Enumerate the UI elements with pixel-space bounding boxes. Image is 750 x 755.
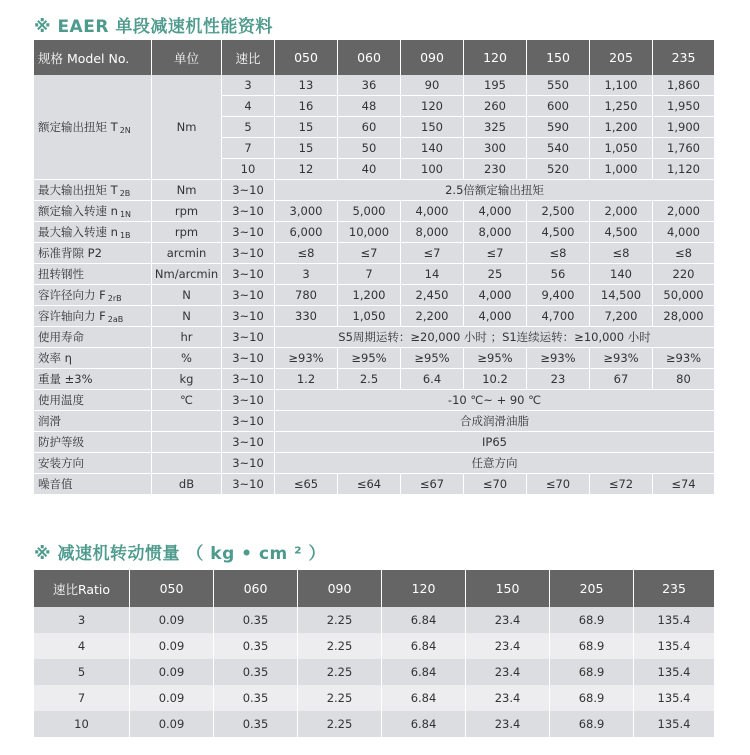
row-unit: ℃ bbox=[152, 390, 222, 411]
row-unit: hr bbox=[152, 327, 222, 348]
value-cell: ≥95% bbox=[401, 348, 464, 369]
inertia-value: 68.9 bbox=[550, 659, 634, 685]
row-unit: Nm bbox=[152, 180, 222, 201]
value-cell: 9,400 bbox=[527, 285, 590, 306]
row-name-subscript: 2B bbox=[119, 189, 131, 198]
inertia-value: 0.09 bbox=[130, 685, 214, 711]
row-name bbox=[34, 390, 152, 411]
merged-value-cell: 2.5倍额定输出扭矩 bbox=[275, 180, 714, 201]
inertia-value: 0.35 bbox=[214, 659, 298, 685]
value-cell: 330 bbox=[275, 306, 338, 327]
row-name-text: 容许轴向力 F bbox=[38, 309, 106, 323]
row-name-text: 重量 ±3% bbox=[38, 372, 93, 386]
row-name-text: 最大输入转速 n bbox=[38, 225, 118, 239]
inertia-header-row bbox=[34, 570, 714, 607]
value-cell: ≤8 bbox=[590, 243, 653, 264]
table-row bbox=[34, 264, 714, 285]
header-unit: 单位 bbox=[152, 40, 222, 75]
value-cell: 120 bbox=[401, 96, 464, 117]
value-cell: 5,000 bbox=[338, 201, 401, 222]
value-cell: ≤7 bbox=[401, 243, 464, 264]
row-name-text: 使用寿命 bbox=[38, 330, 84, 344]
table-row bbox=[34, 711, 714, 737]
value-cell: 4,700 bbox=[527, 306, 590, 327]
row-ratio: 3 bbox=[222, 75, 275, 96]
row-unit: Nm/arcmin bbox=[152, 264, 222, 285]
header-ratio: 速比 bbox=[222, 40, 275, 75]
row-name-subscript: 2rB bbox=[107, 294, 122, 303]
value-cell: 300 bbox=[464, 138, 527, 159]
row-name-text: 最大输出扭矩 T bbox=[38, 183, 118, 197]
value-cell: 1.2 bbox=[275, 369, 338, 390]
value-cell: 550 bbox=[527, 75, 590, 96]
value-cell: 2,200 bbox=[401, 306, 464, 327]
inertia-value: 23.4 bbox=[466, 607, 550, 633]
value-cell: 40 bbox=[338, 159, 401, 180]
value-cell: 1,900 bbox=[653, 117, 714, 138]
value-cell: 1,000 bbox=[590, 159, 653, 180]
inertia-header-ratio: 速比Ratio bbox=[34, 570, 130, 607]
value-cell: 600 bbox=[527, 96, 590, 117]
value-cell: 2,000 bbox=[590, 201, 653, 222]
inertia-value: 23.4 bbox=[466, 685, 550, 711]
row-ratio: 3~10 bbox=[222, 243, 275, 264]
table-row bbox=[34, 222, 714, 243]
inertia-value: 23.4 bbox=[466, 711, 550, 737]
row-ratio: 4 bbox=[222, 96, 275, 117]
table-row bbox=[34, 327, 714, 348]
merged-value-cell: -10 ℃~ + 90 ℃ bbox=[275, 390, 714, 411]
table-row bbox=[34, 369, 714, 390]
table-row bbox=[34, 474, 714, 495]
value-cell: 90 bbox=[401, 75, 464, 96]
row-ratio: 3~10 bbox=[222, 327, 275, 348]
inertia-value: 68.9 bbox=[550, 633, 634, 659]
value-cell: 220 bbox=[653, 264, 714, 285]
value-cell: 2,450 bbox=[401, 285, 464, 306]
header-120: 120 bbox=[464, 40, 527, 75]
value-cell: 13 bbox=[275, 75, 338, 96]
value-cell: 2,000 bbox=[653, 201, 714, 222]
value-cell: ≤70 bbox=[527, 474, 590, 495]
table-row bbox=[34, 201, 714, 222]
value-cell: 56 bbox=[527, 264, 590, 285]
row-unit: N bbox=[152, 306, 222, 327]
value-cell: 325 bbox=[464, 117, 527, 138]
row-name-text: 噪音值 bbox=[38, 477, 73, 491]
value-cell: ≤8 bbox=[653, 243, 714, 264]
value-cell: 36 bbox=[338, 75, 401, 96]
value-cell: 140 bbox=[401, 138, 464, 159]
row-ratio: 5 bbox=[222, 117, 275, 138]
inertia-ratio: 10 bbox=[34, 711, 130, 737]
value-cell: 2,500 bbox=[527, 201, 590, 222]
value-cell: 3 bbox=[275, 264, 338, 285]
row-ratio: 3~10 bbox=[222, 180, 275, 201]
row-ratio: 3~10 bbox=[222, 348, 275, 369]
value-cell: 7 bbox=[338, 264, 401, 285]
row-name-text: 防护等级 bbox=[38, 435, 84, 449]
row-name bbox=[34, 369, 152, 390]
row-name bbox=[34, 432, 152, 453]
value-cell: ≤64 bbox=[338, 474, 401, 495]
inertia-value: 0.09 bbox=[130, 633, 214, 659]
row-unit: rpm bbox=[152, 201, 222, 222]
value-cell: ≥93% bbox=[527, 348, 590, 369]
inertia-header-model: 120 bbox=[382, 570, 466, 607]
value-cell: 3,000 bbox=[275, 201, 338, 222]
row-name bbox=[34, 411, 152, 432]
inertia-ratio: 4 bbox=[34, 633, 130, 659]
row-unit: Nm bbox=[152, 75, 222, 180]
value-cell: 590 bbox=[527, 117, 590, 138]
value-cell: 25 bbox=[464, 264, 527, 285]
value-cell: 4,000 bbox=[464, 201, 527, 222]
inertia-value: 2.25 bbox=[298, 659, 382, 685]
value-cell: ≥93% bbox=[653, 348, 714, 369]
value-cell: 1,050 bbox=[338, 306, 401, 327]
header-090: 090 bbox=[401, 40, 464, 75]
inertia-ratio: 7 bbox=[34, 685, 130, 711]
row-name bbox=[34, 306, 152, 327]
table-row bbox=[34, 607, 714, 633]
value-cell: 23 bbox=[527, 369, 590, 390]
inertia-value: 23.4 bbox=[466, 633, 550, 659]
value-cell: 6.4 bbox=[401, 369, 464, 390]
inertia-value: 0.09 bbox=[130, 659, 214, 685]
inertia-header-model: 205 bbox=[550, 570, 634, 607]
value-cell: 48 bbox=[338, 96, 401, 117]
row-name-subscript: 2N bbox=[119, 126, 131, 135]
inertia-value: 0.09 bbox=[130, 607, 214, 633]
value-cell: 16 bbox=[275, 96, 338, 117]
inertia-header-model: 235 bbox=[634, 570, 714, 607]
value-cell: 50 bbox=[338, 138, 401, 159]
inertia-ratio: 3 bbox=[34, 607, 130, 633]
row-unit: dB bbox=[152, 474, 222, 495]
value-cell: 50,000 bbox=[653, 285, 714, 306]
row-name-text: 容许径向力 F bbox=[38, 288, 106, 302]
row-ratio: 3~10 bbox=[222, 201, 275, 222]
row-name-text: 效率 η bbox=[38, 351, 72, 365]
value-cell: 8,000 bbox=[401, 222, 464, 243]
row-name bbox=[34, 222, 152, 243]
value-cell: ≤7 bbox=[464, 243, 527, 264]
inertia-value: 135.4 bbox=[634, 659, 714, 685]
row-name-text: 使用温度 bbox=[38, 393, 84, 407]
row-name bbox=[34, 264, 152, 285]
inertia-value: 135.4 bbox=[634, 633, 714, 659]
value-cell: ≤7 bbox=[338, 243, 401, 264]
table-row bbox=[34, 685, 714, 711]
value-cell: 150 bbox=[401, 117, 464, 138]
value-cell: 780 bbox=[275, 285, 338, 306]
inertia-value: 2.25 bbox=[298, 711, 382, 737]
row-ratio: 3~10 bbox=[222, 474, 275, 495]
row-ratio: 7 bbox=[222, 138, 275, 159]
table-row bbox=[34, 285, 714, 306]
performance-header-row bbox=[34, 40, 714, 75]
row-ratio: 3~10 bbox=[222, 369, 275, 390]
row-name-text: 安装方向 bbox=[38, 456, 84, 470]
row-unit: rpm bbox=[152, 222, 222, 243]
inertia-value: 6.84 bbox=[382, 685, 466, 711]
row-ratio: 3~10 bbox=[222, 411, 275, 432]
value-cell: 67 bbox=[590, 369, 653, 390]
inertia-header-model: 090 bbox=[298, 570, 382, 607]
row-unit: N bbox=[152, 285, 222, 306]
value-cell: 230 bbox=[464, 159, 527, 180]
table-row bbox=[34, 243, 714, 264]
inertia-value: 135.4 bbox=[634, 685, 714, 711]
row-name-text: 额定输出扭矩 T bbox=[38, 120, 118, 134]
value-cell: 1,950 bbox=[653, 96, 714, 117]
row-name-text: 扭转钢性 bbox=[38, 267, 84, 281]
table-row bbox=[34, 633, 714, 659]
value-cell: 1,100 bbox=[590, 75, 653, 96]
value-cell: 1,120 bbox=[653, 159, 714, 180]
table-row bbox=[34, 348, 714, 369]
table-row bbox=[34, 75, 714, 96]
row-name bbox=[34, 285, 152, 306]
row-unit: kg bbox=[152, 369, 222, 390]
inertia-value: 135.4 bbox=[634, 607, 714, 633]
value-cell: 4,500 bbox=[527, 222, 590, 243]
value-cell: 4,000 bbox=[401, 201, 464, 222]
table-row bbox=[34, 306, 714, 327]
inertia-value: 68.9 bbox=[550, 711, 634, 737]
row-ratio: 3~10 bbox=[222, 222, 275, 243]
inertia-value: 6.84 bbox=[382, 633, 466, 659]
merged-value-cell: 任意方向 bbox=[275, 453, 714, 474]
inertia-value: 2.25 bbox=[298, 607, 382, 633]
row-name bbox=[34, 180, 152, 201]
value-cell: 1,250 bbox=[590, 96, 653, 117]
header-050: 050 bbox=[275, 40, 338, 75]
value-cell: 28,000 bbox=[653, 306, 714, 327]
table-row bbox=[34, 180, 714, 201]
inertia-value: 0.35 bbox=[214, 633, 298, 659]
inertia-value: 0.35 bbox=[214, 685, 298, 711]
row-unit: arcmin bbox=[152, 243, 222, 264]
inertia-value: 0.35 bbox=[214, 711, 298, 737]
header-205: 205 bbox=[590, 40, 653, 75]
row-name bbox=[34, 474, 152, 495]
value-cell: ≥93% bbox=[275, 348, 338, 369]
value-cell: ≤65 bbox=[275, 474, 338, 495]
performance-title: ※ EAER 单段减速机性能资料 bbox=[34, 17, 273, 37]
inertia-ratio: 5 bbox=[34, 659, 130, 685]
value-cell: 1,860 bbox=[653, 75, 714, 96]
value-cell: ≤74 bbox=[653, 474, 714, 495]
value-cell: 540 bbox=[527, 138, 590, 159]
row-name-subscript: 2aB bbox=[107, 315, 124, 324]
value-cell: 6,000 bbox=[275, 222, 338, 243]
row-name bbox=[34, 243, 152, 264]
value-cell: 520 bbox=[527, 159, 590, 180]
value-cell: ≥95% bbox=[464, 348, 527, 369]
value-cell: 80 bbox=[653, 369, 714, 390]
row-name-subscript: 1N bbox=[119, 210, 132, 219]
inertia-header-model: 050 bbox=[130, 570, 214, 607]
value-cell: 1,200 bbox=[590, 117, 653, 138]
value-cell: 15 bbox=[275, 117, 338, 138]
table-row bbox=[34, 432, 714, 453]
inertia-value: 6.84 bbox=[382, 659, 466, 685]
inertia-table bbox=[34, 570, 714, 737]
inertia-header-model: 150 bbox=[466, 570, 550, 607]
table-row bbox=[34, 390, 714, 411]
performance-table bbox=[34, 40, 714, 495]
row-ratio: 3~10 bbox=[222, 264, 275, 285]
value-cell: 1,760 bbox=[653, 138, 714, 159]
value-cell: 195 bbox=[464, 75, 527, 96]
value-cell: 2.5 bbox=[338, 369, 401, 390]
inertia-value: 0.35 bbox=[214, 607, 298, 633]
row-unit bbox=[152, 432, 222, 453]
value-cell: ≥93% bbox=[590, 348, 653, 369]
value-cell: 4,000 bbox=[464, 285, 527, 306]
row-unit: % bbox=[152, 348, 222, 369]
value-cell: ≤70 bbox=[464, 474, 527, 495]
row-name bbox=[34, 453, 152, 474]
inertia-value: 23.4 bbox=[466, 659, 550, 685]
table-row bbox=[34, 453, 714, 474]
header-235: 235 bbox=[653, 40, 714, 75]
value-cell: 10.2 bbox=[464, 369, 527, 390]
row-ratio: 10 bbox=[222, 159, 275, 180]
value-cell: 8,000 bbox=[464, 222, 527, 243]
value-cell: 10,000 bbox=[338, 222, 401, 243]
header-model: 规格 Model No. bbox=[34, 40, 152, 75]
row-name-text: 标准背隙 P2 bbox=[38, 246, 102, 260]
value-cell: 15 bbox=[275, 138, 338, 159]
inertia-header-model: 060 bbox=[214, 570, 298, 607]
inertia-value: 2.25 bbox=[298, 633, 382, 659]
row-name-subscript: 1B bbox=[119, 231, 131, 240]
row-name-text: 润滑 bbox=[38, 414, 61, 428]
inertia-value: 6.84 bbox=[382, 711, 466, 737]
merged-value-cell: IP65 bbox=[275, 432, 714, 453]
row-name-text: 额定输入转速 n bbox=[38, 204, 118, 218]
inertia-value: 2.25 bbox=[298, 685, 382, 711]
value-cell: ≤8 bbox=[527, 243, 590, 264]
inertia-value: 6.84 bbox=[382, 607, 466, 633]
merged-value-cell: 合成润滑油脂 bbox=[275, 411, 714, 432]
value-cell: 4,000 bbox=[653, 222, 714, 243]
row-ratio: 3~10 bbox=[222, 453, 275, 474]
value-cell: 14,500 bbox=[590, 285, 653, 306]
value-cell: ≤67 bbox=[401, 474, 464, 495]
table-row bbox=[34, 659, 714, 685]
row-unit bbox=[152, 411, 222, 432]
merged-value-cell: S5周期运转：≥20,000 小时 ；S1连续运转：≥10,000 小时 bbox=[275, 327, 714, 348]
value-cell: 4,000 bbox=[464, 306, 527, 327]
row-ratio: 3~10 bbox=[222, 390, 275, 411]
value-cell: 12 bbox=[275, 159, 338, 180]
row-ratio: 3~10 bbox=[222, 432, 275, 453]
value-cell: 14 bbox=[401, 264, 464, 285]
header-060: 060 bbox=[338, 40, 401, 75]
header-150: 150 bbox=[527, 40, 590, 75]
value-cell: ≥95% bbox=[338, 348, 401, 369]
value-cell: 1,050 bbox=[590, 138, 653, 159]
row-name bbox=[34, 327, 152, 348]
inertia-title: ※ 减速机转动惯量 （ kg • cm ² ） bbox=[34, 544, 327, 564]
inertia-value: 68.9 bbox=[550, 607, 634, 633]
inertia-value: 0.09 bbox=[130, 711, 214, 737]
value-cell: 7,200 bbox=[590, 306, 653, 327]
value-cell: 260 bbox=[464, 96, 527, 117]
value-cell: 1,200 bbox=[338, 285, 401, 306]
value-cell: 4,500 bbox=[590, 222, 653, 243]
table-row bbox=[34, 411, 714, 432]
row-name bbox=[34, 75, 152, 180]
value-cell: ≤72 bbox=[590, 474, 653, 495]
value-cell: 100 bbox=[401, 159, 464, 180]
inertia-value: 135.4 bbox=[634, 711, 714, 737]
value-cell: 60 bbox=[338, 117, 401, 138]
row-name bbox=[34, 348, 152, 369]
row-unit bbox=[152, 453, 222, 474]
row-ratio: 3~10 bbox=[222, 306, 275, 327]
row-ratio: 3~10 bbox=[222, 285, 275, 306]
value-cell: ≤8 bbox=[275, 243, 338, 264]
value-cell: 140 bbox=[590, 264, 653, 285]
row-name bbox=[34, 201, 152, 222]
inertia-value: 68.9 bbox=[550, 685, 634, 711]
